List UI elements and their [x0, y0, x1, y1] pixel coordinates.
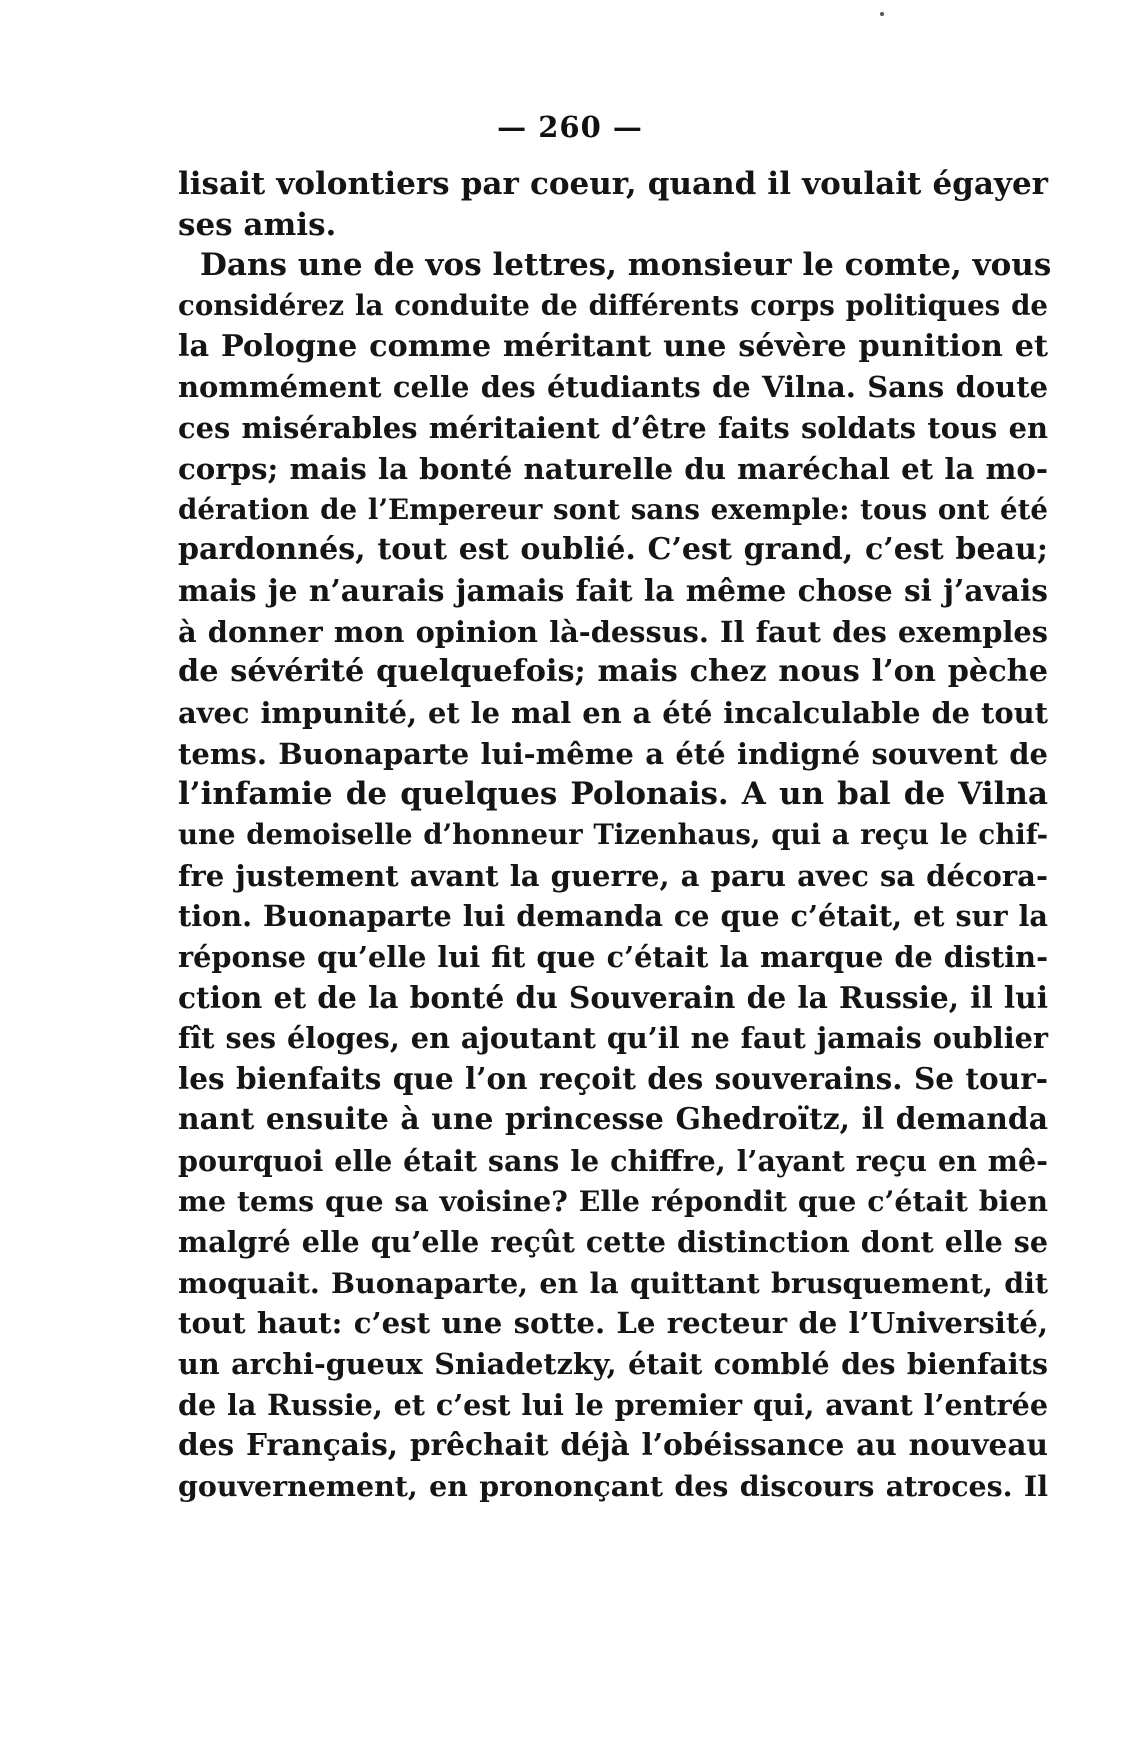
text-line: un archi-gueux Sniadetzky, était comblé des bienfaits: [178, 1346, 1048, 1381]
text-line: pardonnés, tout est oublié. C’est grand, c’est beau;: [178, 532, 1048, 568]
text-line: lisait volontiers par coeur, quand il voulait égayer: [178, 166, 1048, 202]
text-line: dération de l’Empereur sont sans exemple: tous ont été: [178, 492, 1048, 526]
text-line: tout haut: c’est une sotte. Le recteur de l’Université,: [178, 1306, 1048, 1341]
text-line: ses amis.: [178, 206, 337, 243]
text-line: Dans une de vos lettres, monsieur le comte, vous: [200, 247, 1052, 284]
text-line: les bienfaits que l’on reçoit des souverains. Se tour-: [178, 1061, 1048, 1097]
text-line: la Pologne comme méritant une sévère punition et: [178, 328, 1048, 364]
text-line: moquait. Buonaparte, en la quittant brusquement, dit: [178, 1265, 1048, 1300]
text-line: pourquoi elle était sans le chiffre, l’ayant reçu en mê-: [178, 1143, 1048, 1178]
text-line: à donner mon opinion là-dessus. Il faut des exemples: [178, 614, 1048, 649]
text-line: gouvernement, en prononçant des discours atroces. Il: [178, 1469, 1048, 1503]
text-line: me tems que sa voisine? Elle répondit que c’était bien: [178, 1184, 1048, 1219]
text-line: nommément celle des étudiants de Vilna. Sans doute: [178, 370, 1048, 405]
text-line: l’infamie de quelques Polonais. A un bal de Vilna: [178, 776, 1048, 813]
text-line: réponse qu’elle lui fit que c’était la marque de distin-: [178, 940, 1048, 975]
text-line: ces misérables méritaient d’être faits soldats tous en: [178, 411, 1048, 446]
text-line: de sévérité quelquefois; mais chez nous l’on pèche: [178, 654, 1048, 690]
page-number: — 260 —: [497, 110, 643, 144]
page-speck: [880, 12, 884, 16]
text-line: tems. Buonaparte lui-même a été indigné souvent de: [178, 736, 1048, 771]
text-line: corps; mais la bonté naturelle du maréchal et la mo-: [178, 451, 1048, 486]
text-line: avec impunité, et le mal en a été incalculable de tout: [178, 695, 1048, 730]
text-line: ction et de la bonté du Souverain de la Russie, il lui: [178, 979, 1048, 1015]
text-line: fît ses éloges, en ajoutant qu’il ne faut jamais oublier: [178, 1021, 1048, 1056]
text-line: fre justement avant la guerre, a paru avec sa décora-: [178, 858, 1048, 893]
body-text: [178, 164, 1052, 1507]
text-line: mais je n’aurais jamais fait la même chose si j’avais: [178, 572, 1048, 608]
text-line: de la Russie, et c’est lui le premier qui, avant l’entrée: [178, 1387, 1048, 1422]
text-line: une demoiselle d’honneur Tizenhaus, qui a reçu le chif-: [178, 819, 1048, 851]
text-line: considérez la conduite de différents corps politiques de: [178, 289, 1048, 323]
text-line: nant ensuite à une princesse Ghedroïtz, il demanda: [178, 1101, 1048, 1137]
text-line: malgré elle qu’elle reçût cette distinction dont elle se: [178, 1224, 1048, 1259]
text-line: des Français, prêchait déjà l’obéissance au nouveau: [178, 1427, 1048, 1463]
text-line: tion. Buonaparte lui demanda ce que c’était, et sur la: [178, 899, 1048, 934]
